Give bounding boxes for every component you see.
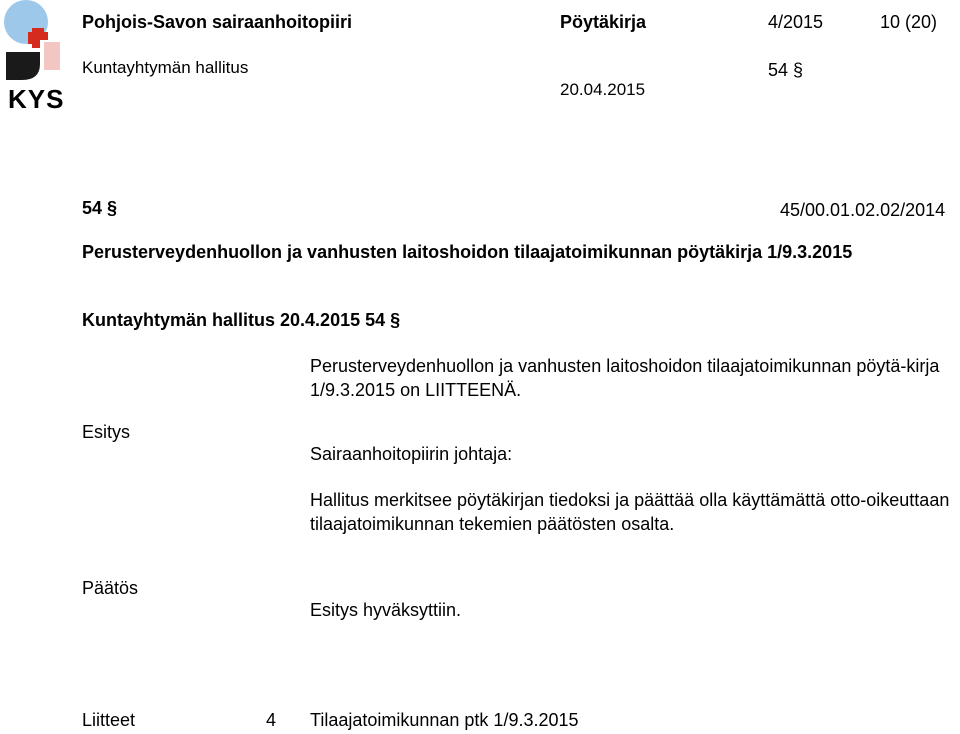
kys-logo xyxy=(0,0,72,116)
meeting-line: Kuntayhtymän hallitus 20.4.2015 54 § xyxy=(82,310,401,330)
decision-text: Esitys hyväksyttiin. xyxy=(310,600,462,620)
attachment-link[interactable]: Tilaajatoimikunnan ptk 1/9.3.2015 xyxy=(310,710,579,730)
item-title: Perusterveydenhuollon ja vanhusten laitoshoidon tilaajatoimikunnan pöytäkirja 1/9.3.2015 xyxy=(82,242,853,262)
proposer: Sairaanhoitopiirin johtaja: xyxy=(310,444,513,464)
attachments-label: Liitteet xyxy=(82,710,136,730)
document-number: 4/2015 xyxy=(768,12,824,32)
header-section: 54 § xyxy=(768,60,804,80)
proposal-label: Esitys xyxy=(82,422,131,442)
organization-name: Pohjois-Savon sairaanhoitopiiri xyxy=(82,12,353,32)
logo-text: KYS xyxy=(8,84,65,114)
item-reference: 45/00.01.02.02/2014 xyxy=(780,200,946,220)
page-number: 10 (20) xyxy=(880,12,938,32)
meeting-date: 20.04.2015 xyxy=(560,80,646,99)
intro-paragraph: Perusterveydenhuollon ja vanhusten laitoshoidon tilaajatoimikunnan pöytä-kirja 1/9.3.2015 on LIITTEENÄ. xyxy=(310,356,940,400)
body-name: Kuntayhtymän hallitus xyxy=(82,58,249,77)
decision-label: Päätös xyxy=(82,578,139,598)
item-section: 54 § xyxy=(82,198,118,218)
document-type: Pöytäkirja xyxy=(560,12,647,32)
proposal-paragraph: Hallitus merkitsee pöytäkirjan tiedoksi ja päättää olla käyttämättä otto-oikeuttaan tilaajatoimikunnan tekemien päätösten osalta. xyxy=(310,490,950,534)
attachment-number: 4 xyxy=(266,710,277,730)
